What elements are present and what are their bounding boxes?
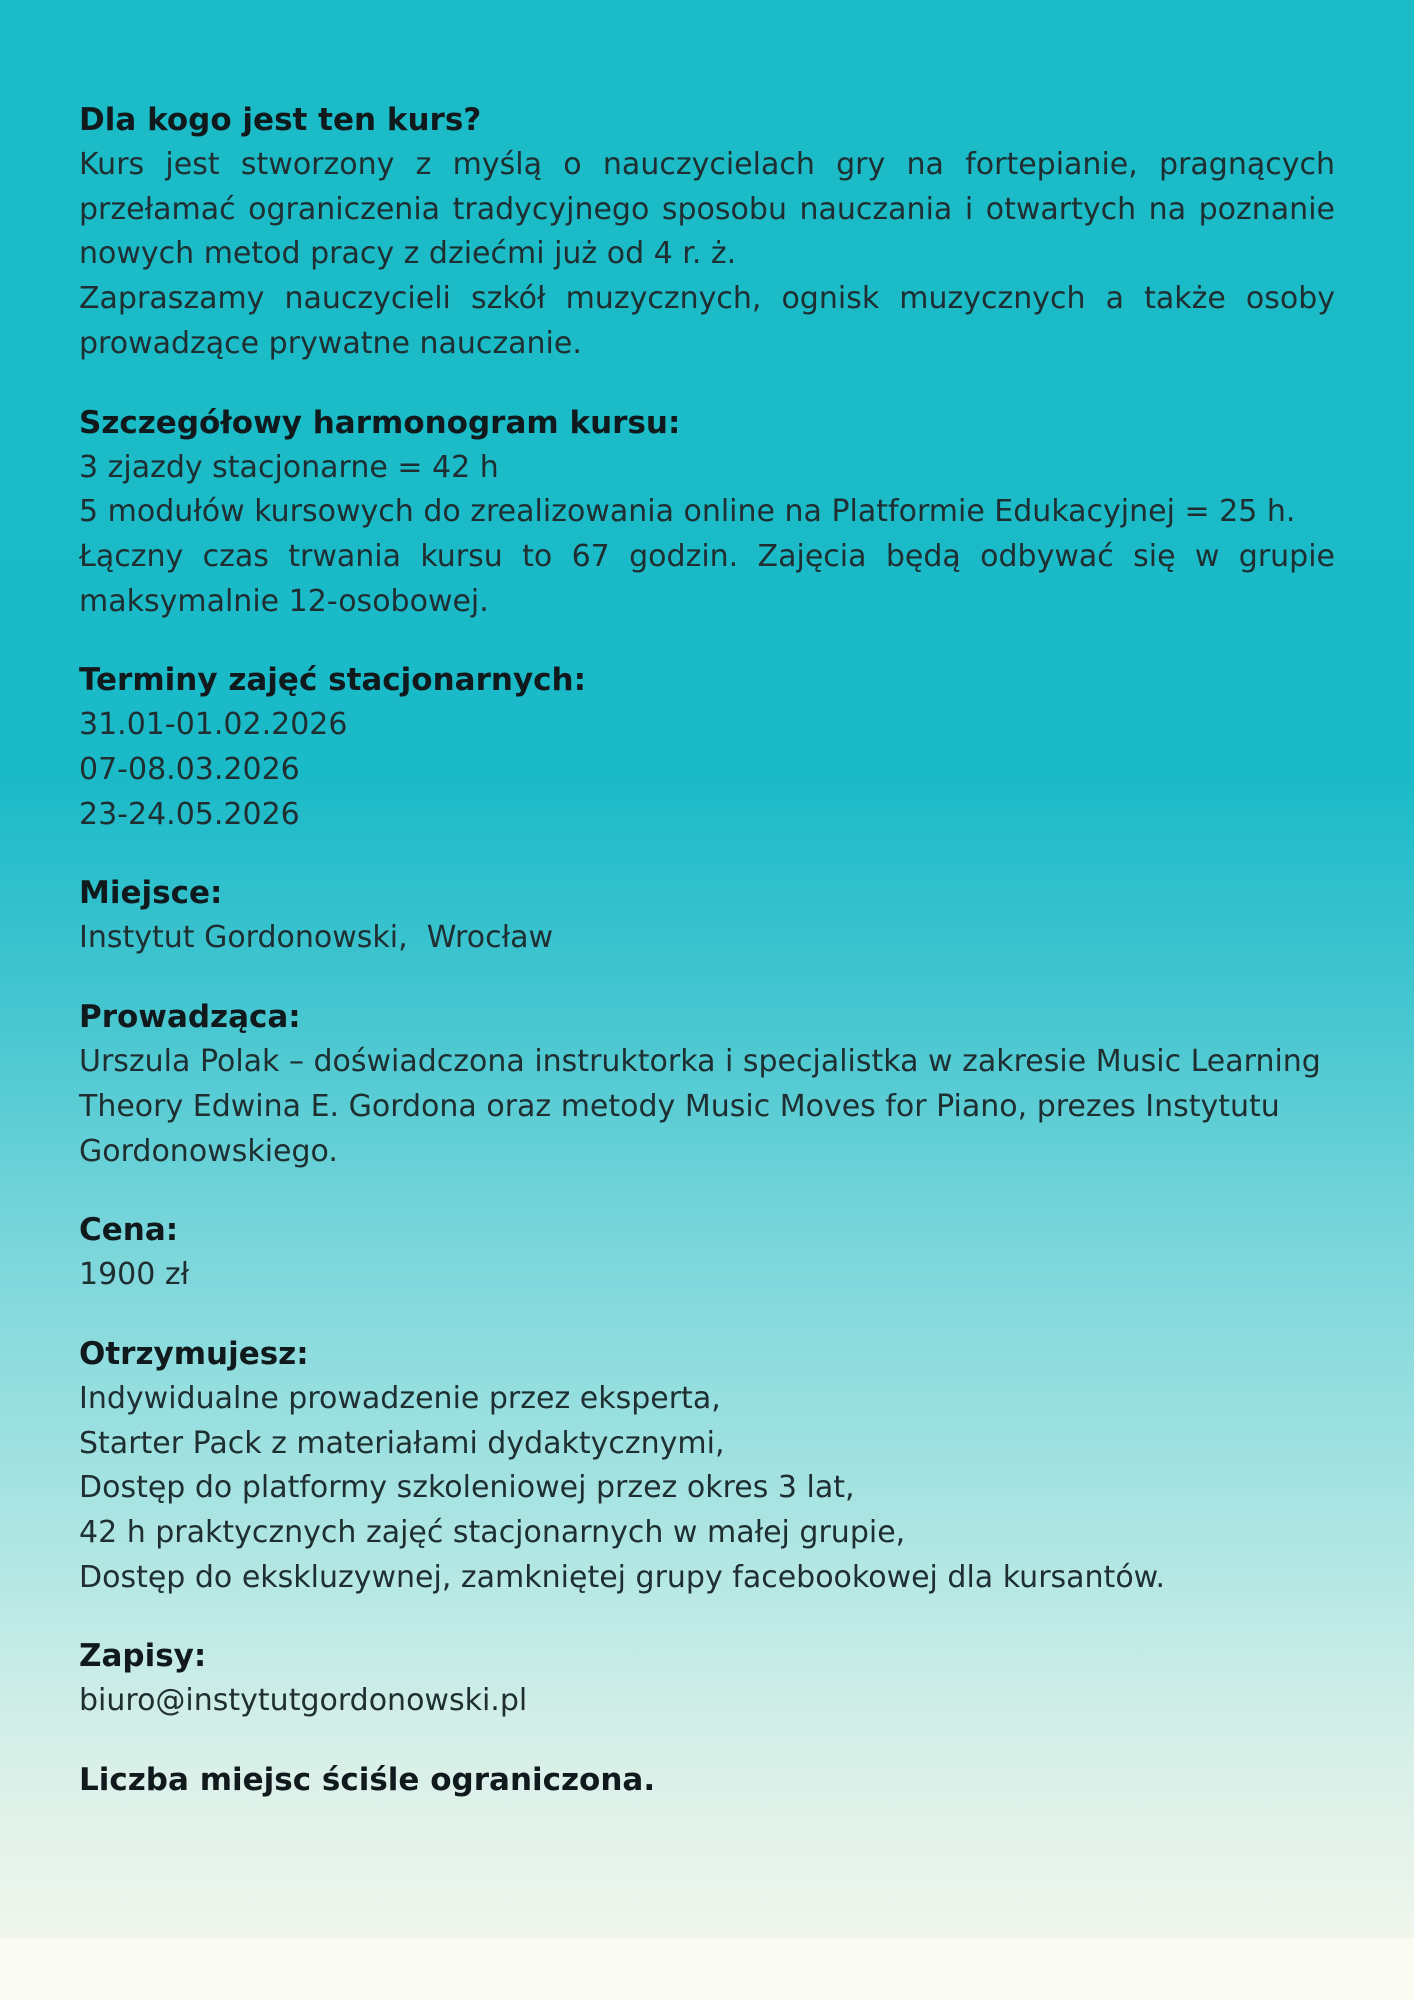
section-place — [79, 871, 1335, 961]
instructor-line: Gordonowskiego. — [79, 1133, 338, 1169]
instructor-description — [79, 1040, 1335, 1174]
audience-paragraph-2: Zapraszamy nauczycieli szkół muzycznych, ognisk muzycznych a także osoby prowadzące prywatne nauczanie. — [79, 281, 1335, 361]
price-value: 1900 zł — [79, 1257, 190, 1293]
schedule-line-onsite: 3 zjazdy stacjonarne = 42 h — [79, 449, 499, 485]
audience-heading: Dla kogo jest ten kurs? — [79, 102, 482, 138]
benefit-item: Dostęp do platformy szkoleniowej przez okres 3 lat, — [79, 1470, 855, 1506]
instructor-line: Theory Edwina E. Gordona oraz metody Music Moves for Piano, prezes Instytutu — [79, 1088, 1280, 1124]
instructor-heading: Prowadząca: — [79, 999, 301, 1036]
benefits-heading: Otrzymujesz: — [79, 1335, 309, 1372]
benefit-item: Starter Pack z materiałami dydaktycznymi, — [79, 1425, 725, 1461]
dates-heading: Terminy zajęć stacjonarnych: — [79, 662, 587, 699]
audience-paragraph-1: Kurs jest stworzony z myślą o nauczycielach gry na fortepianie, pragnących przełamać ograniczenia tradycyjnego sposobu nauczania i otwartych na poznanie nowych metod pracy z dziećmi już od 4 r. ż. — [79, 147, 1335, 272]
price-heading: Cena: — [79, 1212, 179, 1249]
date-item: 23-24.05.2026 — [79, 796, 300, 832]
date-item: 31.01-01.02.2026 — [79, 707, 348, 743]
schedule-line-total: Łączny czas trwania kursu to 67 godzin. Zajęcia będą odbywać się w grupie maksymalnie 12-osobowej. — [79, 538, 1335, 619]
poster-content — [79, 98, 1335, 1837]
date-item: 07-08.03.2026 — [79, 752, 300, 788]
place-value: Instytut Gordonowski, Wrocław — [79, 920, 554, 956]
schedule-heading: Szczegółowy harmonogram kursu: — [79, 404, 681, 441]
benefit-item: Dostęp do ekskluzywnej, zamkniętej grupy facebookowej dla kursantów. — [79, 1559, 1165, 1595]
instructor-line: Urszula Polak – doświadczona instruktorka i specjalistka w zakresie Music Learning — [79, 1044, 1321, 1080]
section-signup — [79, 1634, 1335, 1724]
signup-email: biuro@instytutgordonowski.pl — [79, 1683, 528, 1719]
section-price — [79, 1208, 1335, 1298]
section-closing — [79, 1758, 1335, 1803]
section-benefits — [79, 1332, 1335, 1601]
benefit-item: Indywidualne prowadzenie przez eksperta, — [79, 1380, 721, 1416]
schedule-line-online: 5 modułów kursowych do zrealizowania online na Platformie Edukacyjnej = 25 h. — [79, 494, 1296, 530]
section-schedule — [79, 401, 1335, 625]
section-audience — [79, 98, 1335, 367]
signup-heading: Zapisy: — [79, 1638, 207, 1675]
benefit-item: 42 h praktycznych zajęć stacjonarnych w małej grupie, — [79, 1515, 906, 1551]
closing-note: Liczba miejsc ściśle ograniczona. — [79, 1762, 656, 1799]
section-dates — [79, 658, 1335, 837]
section-instructor — [79, 995, 1335, 1174]
place-heading: Miejsce: — [79, 875, 223, 912]
